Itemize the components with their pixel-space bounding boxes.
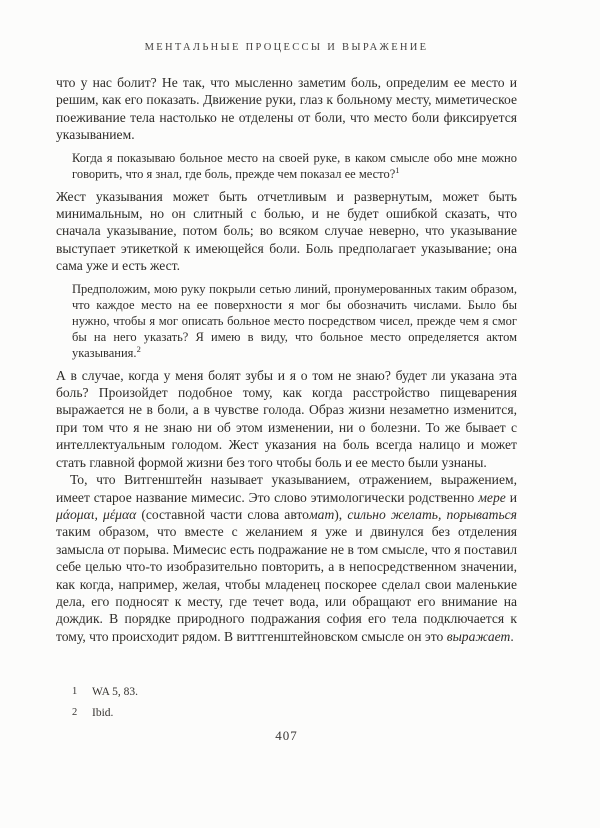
emphasized-text: сильно желать, порываться xyxy=(347,506,518,522)
footnote-reference: 1 xyxy=(395,164,400,175)
footnote-marker: 2 xyxy=(72,706,78,718)
text-run: А в случае, когда у меня болят зубы и я о том не знаю? будет ли указана эта боль? Произойдет подобное тому, как когда расстройство пищеварения выражается не в боли, а в чувстве голода. Образ жизни незаметно изменится, при том что я не знаю ни об этом изменении, ни о болезни. То же бывает с интеллектуальным голодом. Жест указания на боль всегда налицо и может стать главной формой жизни без того чтобы боль и ее место были узнаны. xyxy=(56,367,517,470)
text-run: ), xyxy=(334,506,348,522)
text-run: Когда я показываю больное место на своей руке, в каком смысле обо мне можно говорить, что я знал, где боль, прежде чем показал ее место? xyxy=(72,150,517,181)
emphasized-text: мере xyxy=(478,489,506,505)
page-number: 407 xyxy=(275,728,298,743)
text-block xyxy=(56,74,517,645)
emphasized-text: мат xyxy=(308,506,335,522)
block-quote xyxy=(72,281,517,361)
text-run: Жест указывания может быть отчетливым и развернутым, может быть минимальным, но он слитный с болью, и не будет ошибкой сказать, что сначала указывание, потом боль; во всяком случае неверно, что указывание выступает этикеткой к имеющейся боли. Боль предполагает указывание; она сама уже и есть жест. xyxy=(56,188,517,274)
text-run: и xyxy=(505,489,517,505)
paragraph xyxy=(56,188,517,275)
footnote-item xyxy=(72,703,517,724)
block-quote xyxy=(72,150,517,182)
paragraph xyxy=(56,74,517,144)
text-run: . xyxy=(510,628,514,644)
paragraph xyxy=(56,367,517,471)
running-head: МЕНТАЛЬНЫЕ ПРОЦЕССЫ И ВЫРАЖЕНИЕ xyxy=(144,42,429,53)
emphasized-text: выражает xyxy=(446,628,511,644)
paragraph xyxy=(56,471,517,645)
text-run: таким образом, что вместе с желанием я уже и двинулся без отделения замысла от порыва. Мимесис есть подражание не в том смысле, что я поставил себе целью что-то изобразительно повторить, а в непосредственном значении, как когда, например, желая, чтобы младенец поскорее сделал свои маленькие дела, его подносят к месту, где течет вода, или обращают его внимание на дождик. В порядке природного подражания софия его тела подключается к тому, что происходит рядом. В виттгенштейновском смысле он это xyxy=(56,524,517,644)
footnote-item xyxy=(72,682,517,703)
footnote-text: Ibid. xyxy=(92,706,114,719)
footnotes xyxy=(72,682,517,723)
emphasized-text: μάομαι, μέμαα xyxy=(56,506,137,522)
footnote-text: WA 5, 83. xyxy=(92,686,138,698)
text-run: (составной части слова авто xyxy=(136,506,309,522)
footnote-reference: 2 xyxy=(136,343,141,354)
text-run: Предположим, мою руку покрыли сетью линий, пронумерованных таким образом, что каждое место на ее поверхности я мог бы обозначить числами. Было бы нужно, чтобы я мог описать больное место посредством чисел, прежде чем я смог бы на него указать? Я имею в виду, что больное место определяется актом указывания. xyxy=(72,281,517,360)
footnote-marker: 1 xyxy=(72,686,78,697)
text-run: что у нас болит? Не так, что мысленно заметим боль, определим ее место и решим, как его показать. Движение руки, глаз к больному месту, миметическое поеживание тела настолько не отделены от боли, что место боли фиксируется указыванием. xyxy=(56,75,517,143)
text-run: То, что Витгенштейн называет указыванием, отражением, выражением, имеет старое название мимесис. Это слово этимологически родственно xyxy=(56,472,517,505)
